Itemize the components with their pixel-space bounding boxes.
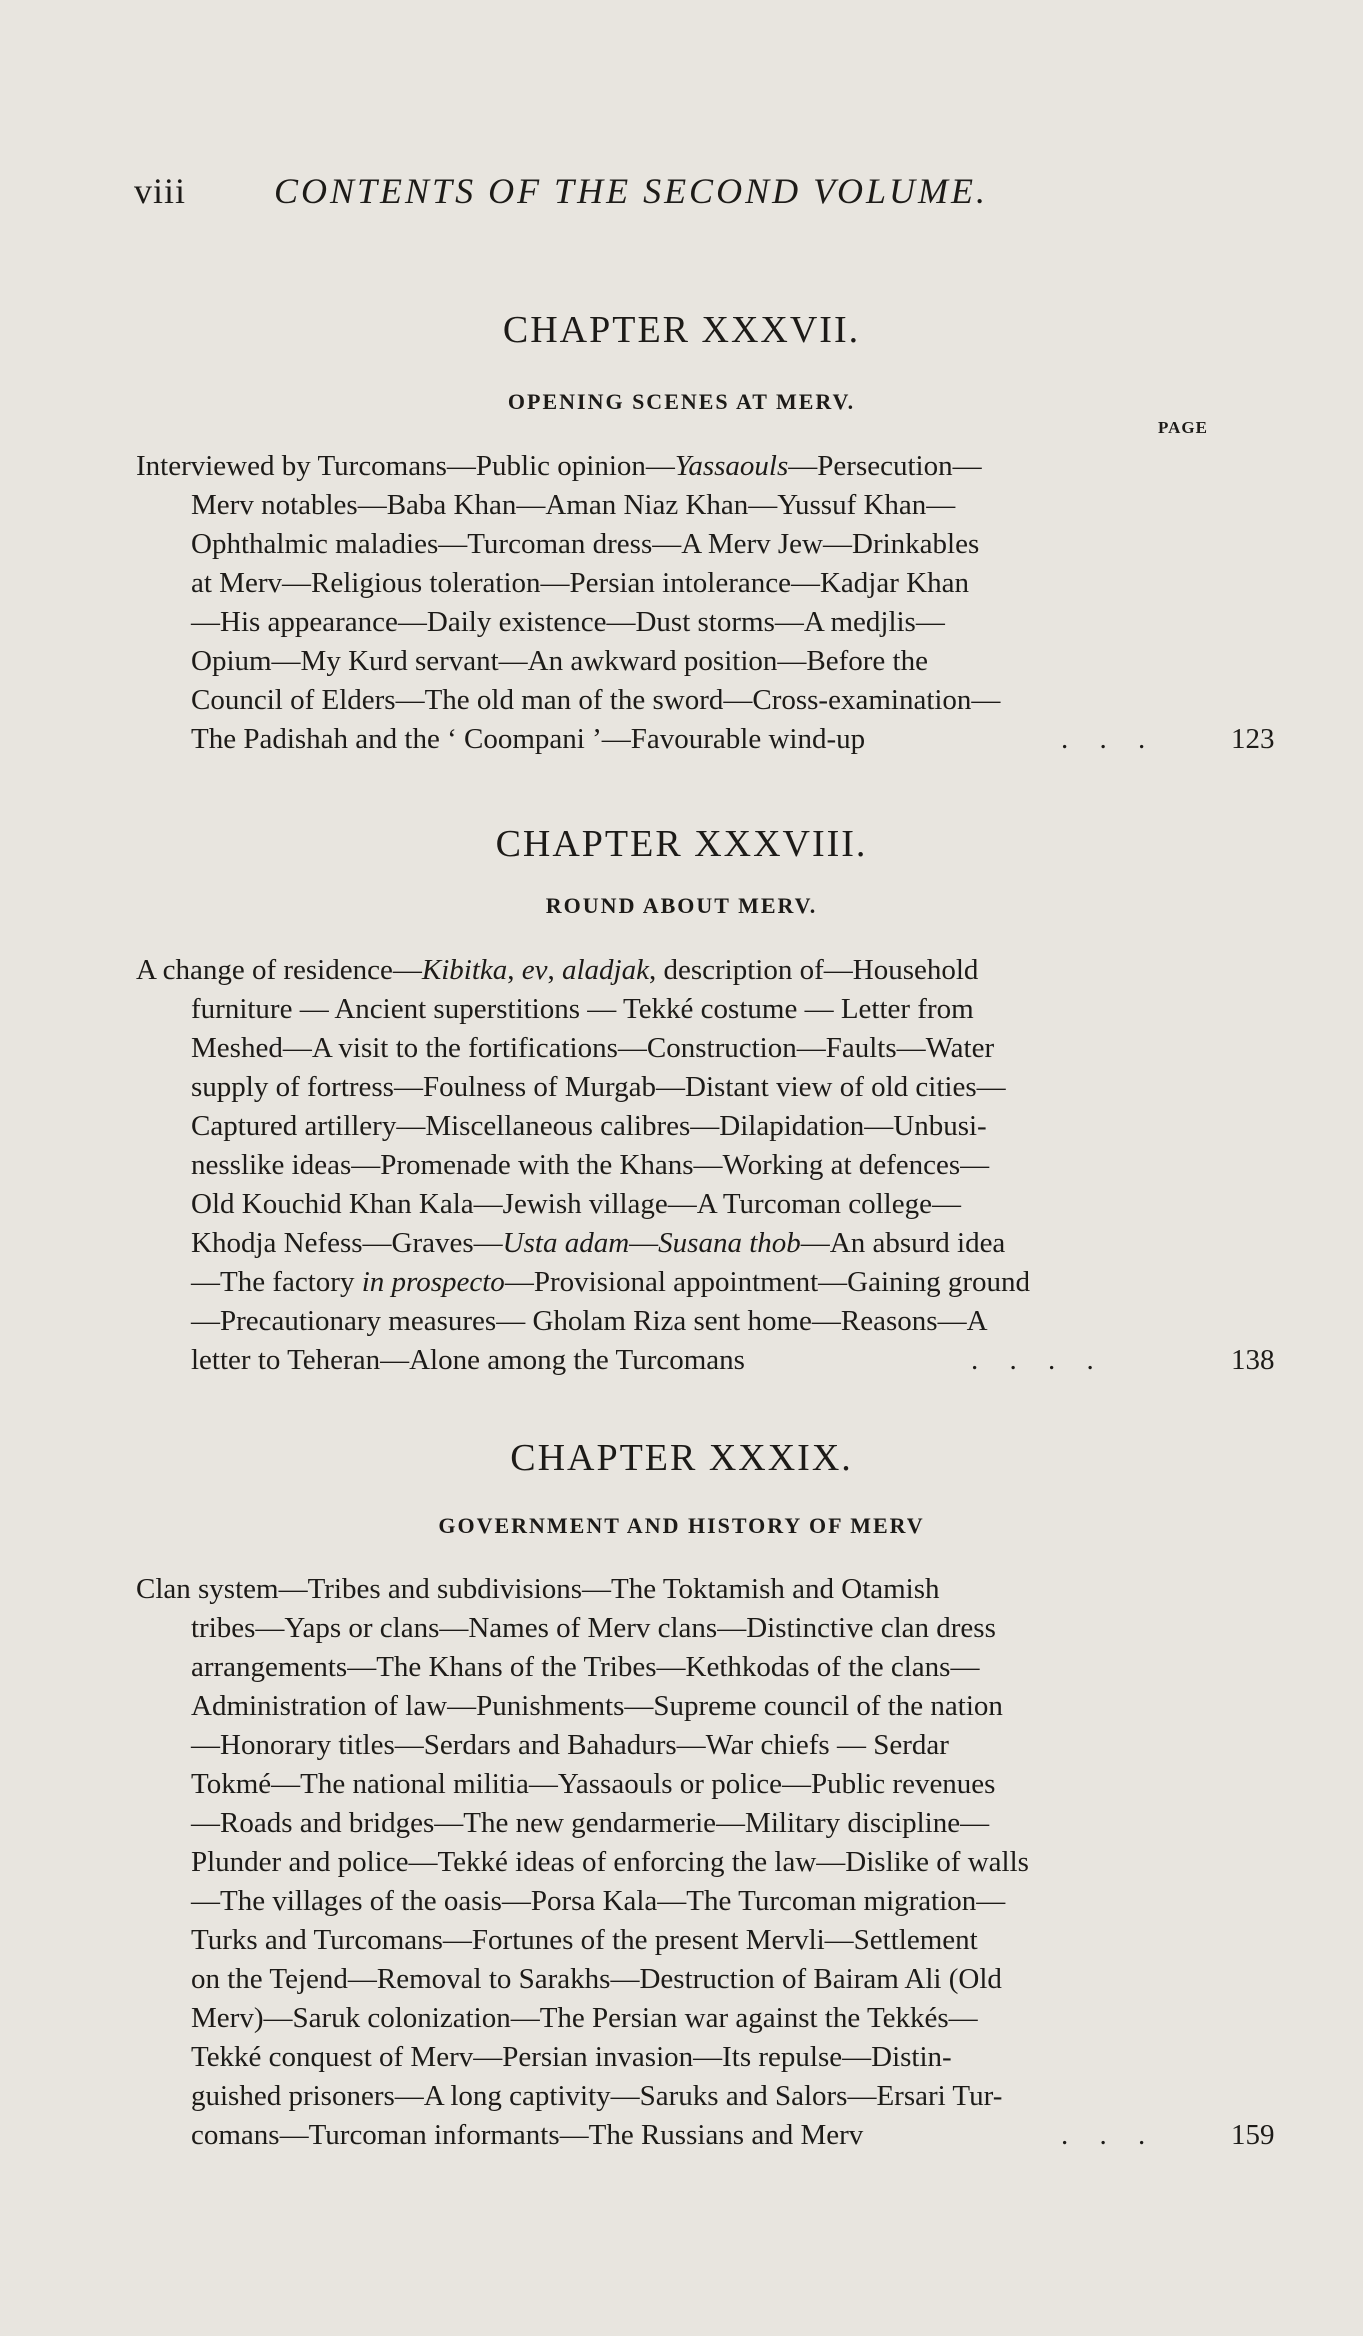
summary-line: Opium—My Kurd servant—An awkward position—Before the [191, 645, 928, 677]
summary-line: Captured artillery—Miscellaneous calibres—Dilapidation—Unbusi- [191, 1110, 987, 1142]
summary-line: —Honorary titles—Serdars and Bahadurs—War chiefs — Serdar [191, 1729, 949, 1761]
dot-leader: . . . [1061, 723, 1158, 755]
chapter-subtitle: GOVERNMENT AND HISTORY OF MERV [438, 1513, 925, 1538]
summary-line: —Precautionary measures— Gholam Riza sent home—Reasons—A [191, 1305, 988, 1337]
summary-line: supply of fortress—Foulness of Murgab—Distant view of old cities— [191, 1071, 1006, 1103]
summary-line: Tokmé—The national militia—Yassaouls or police—Public revenues [191, 1768, 996, 1800]
summary-line: Ophthalmic maladies—Turcoman dress—A Merv Jew—Drinkables [191, 528, 980, 560]
summary-line: Old Kouchid Khan Kala—Jewish village—A Turcoman college— [191, 1188, 961, 1220]
summary-line: Interviewed by Turcomans—Public opinion—Yassaouls—Persecution— [136, 450, 982, 482]
summary-line: on the Tejend—Removal to Sarakhs—Destruction of Bairam Ali (Old [191, 1963, 1002, 1995]
summary-line: nesslike ideas—Promenade with the Khans—Working at defences— [191, 1149, 990, 1181]
summary-line: —His appearance—Daily existence—Dust storms—A medjlis— [191, 606, 945, 638]
running-title: CONTENTS OF THE SECOND VOLUME. [274, 171, 988, 211]
summary-line: —The factory in prospecto—Provisional appointment—Gaining ground [191, 1266, 1030, 1298]
summary-line: Clan system—Tribes and subdivisions—The Toktamish and Otamish [136, 1573, 940, 1605]
summary-line: at Merv—Religious toleration—Persian intolerance—Kadjar Khan [191, 567, 969, 599]
summary-line: —Roads and bridges—The new gendarmerie—Military discipline— [191, 1807, 990, 1839]
page-number: viii [134, 171, 187, 211]
summary-line: Khodja Nefess—Graves—Usta adam—Susana thob—An absurd idea [191, 1227, 1006, 1259]
chapter-title: CHAPTER XXXVII. [502, 309, 861, 351]
chapter-title: CHAPTER XXXIX. [510, 1437, 853, 1479]
summary-line: Council of Elders—The old man of the sword—Cross-examination— [191, 684, 1001, 716]
running-head [134, 170, 1234, 212]
chapter-page-number: 159 [1231, 2119, 1275, 2151]
summary-line: Merv notables—Baba Khan—Aman Niaz Khan—Yussuf Khan— [191, 489, 956, 521]
summary-line: arrangements—The Khans of the Tribes—Kethkodas of the clans— [191, 1651, 980, 1683]
chapter-subtitle: OPENING SCENES AT MERV. [507, 389, 856, 414]
summary-end-line [191, 2115, 1291, 2155]
summary-line: letter to Teheran—Alone among the Turcomans [191, 1344, 745, 1376]
dot-leader: . . . [1061, 2119, 1158, 2151]
summary-end-line [191, 1340, 1291, 1380]
dot-leader: . . . . [971, 1344, 1106, 1376]
chapter-title: CHAPTER XXXVIII. [495, 823, 868, 865]
summary-line: Meshed—A visit to the fortifications—Construction—Faults—Water [191, 1032, 995, 1064]
chapter-page-number: 123 [1231, 723, 1275, 755]
summary-end-line [191, 719, 1291, 759]
chapter-subtitle: ROUND ABOUT MERV. [545, 893, 818, 918]
summary-line: —The villages of the oasis—Porsa Kala—The Turcoman migration— [191, 1885, 1006, 1917]
summary-line: furniture — Ancient superstitions — Tekké costume — Letter from [191, 993, 974, 1025]
summary-line: tribes—Yaps or clans—Names of Merv clans—Distinctive clan dress [191, 1612, 996, 1644]
summary-line: comans—Turcoman informants—The Russians and Merv [191, 2119, 864, 2151]
summary-line: The Padishah and the ‘ Coompani ’—Favourable wind-up [191, 723, 866, 755]
summary-line: A change of residence—Kibitka, ev, aladjak, description of—Household [136, 954, 979, 986]
summary-line: Plunder and police—Tekké ideas of enforcing the law—Dislike of walls [191, 1846, 1029, 1878]
summary-line: Administration of law—Punishments—Supreme council of the nation [191, 1690, 1003, 1722]
chapter-page-number: 138 [1231, 1344, 1275, 1376]
page-column-label: PAGE [1158, 418, 1208, 437]
summary-line: Tekké conquest of Merv—Persian invasion—Its repulse—Distin- [191, 2041, 952, 2073]
summary-line: guished prisoners—A long captivity—Saruks and Salors—Ersari Tur- [191, 2080, 1003, 2112]
summary-line: Turks and Turcomans—Fortunes of the present Mervli—Settlement [191, 1924, 978, 1956]
summary-line: Merv)—Saruk colonization—The Persian war against the Tekkés— [191, 2002, 978, 2034]
